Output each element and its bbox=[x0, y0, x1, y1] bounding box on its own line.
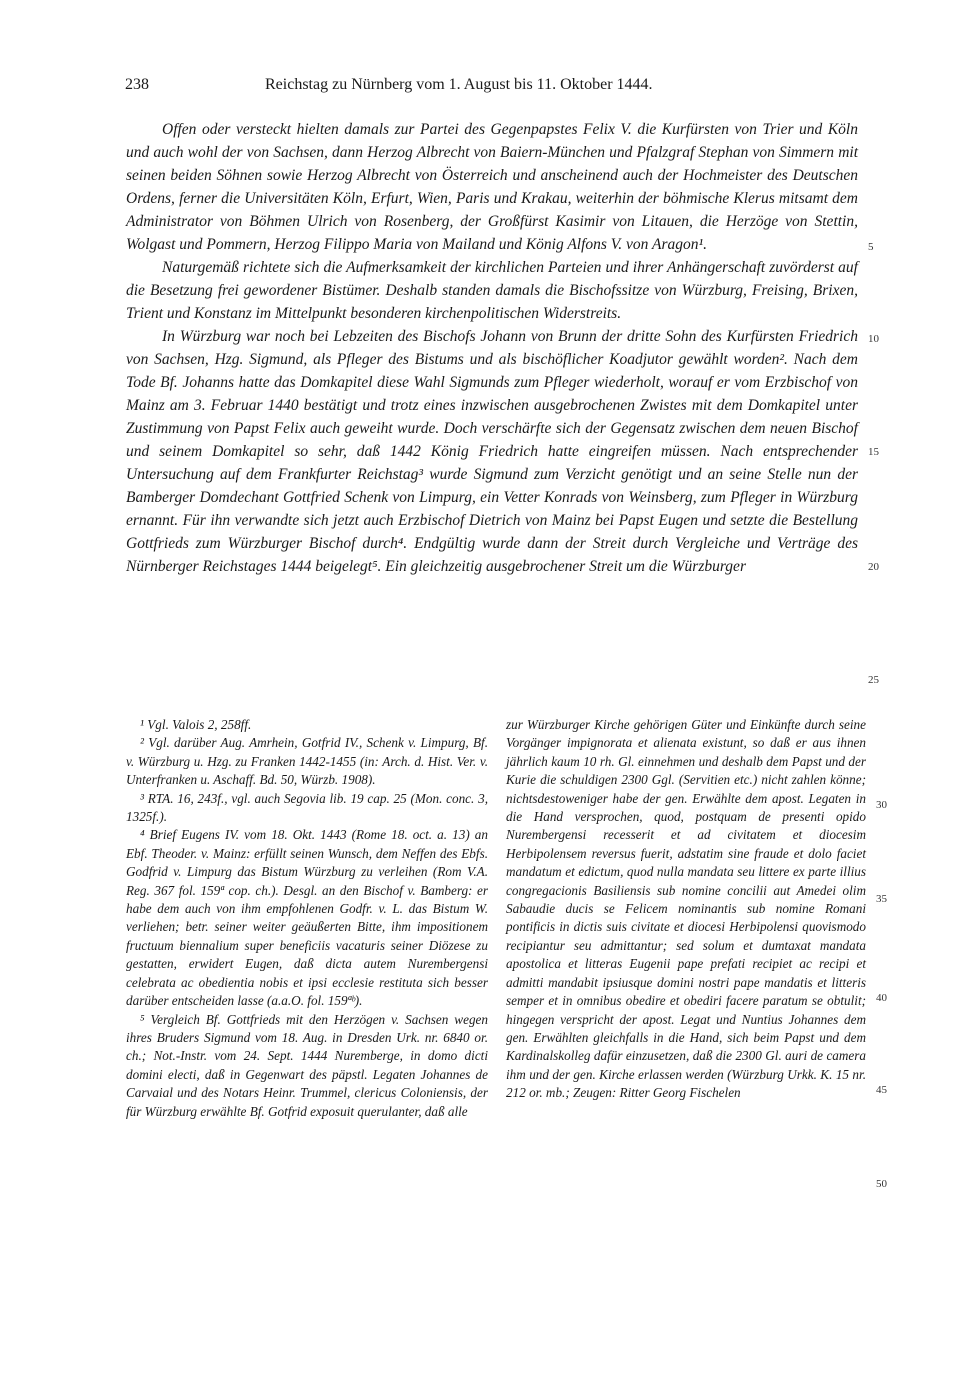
line-number: 5 bbox=[868, 241, 874, 253]
footnote-5: ⁵ Vergleich Bf. Gottfrieds mit den Herzögen v. Sachsen wegen ihres Bruders Sigmund vom 18. Aug. in Dresden Urk. nr. 6840 or. ch.; Not.-Instr. vom 24. Sept. 1444 Nuremberge, in domo dicti domini electi, daß in Gegenwart des päpstl. Legaten Johannes de Carvaial und des Notars Heinr. Trummel, clericus Coloniensis, der für Würzburg erwählte Bf. Gotfrid exposuit querulanter, daß alle bbox=[126, 1011, 488, 1119]
footnote-4: ⁴ Brief Eugens IV. vom 18. Okt. 1443 (Rome 18. oct. a. 13) an Ebf. Theoder. v. Mainz: erfüllt seinen Wunsch, dem Neffen des Ebfs. Godfrid v. Limpurg das Bistum Würzburg zu verleihen (Rom V.A. Reg. 367 fol. 159ª cop. ch.). Desgl. an den Bischof v. Bamberg: er habe dem auch von ihm empfohlenen Godfr. v. L. das Bistum W. verliehen; betr. seiner weiter geäußerten Bitte, ihm impositionem fructuum biennalium super beneficiis vacaturis seiner Diözese zu gestatten, erwidert Eugen, daß dicta autem Nurembergensi celebrata ac obedientia nobis et ipsi ecclesie restituta sich besser darüber entscheiden lasse (a.a.O. fol. 159ªᵇ). bbox=[126, 827, 488, 1009]
line-number: 20 bbox=[868, 561, 879, 573]
main-text bbox=[126, 118, 858, 578]
line-number: 10 bbox=[868, 333, 879, 345]
paragraph-2: Naturgemäß richtete sich die Aufmerksamkeit der kirchlichen Parteien und ihrer Anhängerschaft zuvörderst auf die Besetzung frei gewordener Bistümer. Deshalb standen damals die Bischofssitze von Würzburg, Freising, Brixen, Trient und Konstanz im Mittelpunkt besonderen kirchenpolitischen Widerstreits. bbox=[126, 259, 858, 322]
footnote-line-number: 35 bbox=[876, 893, 887, 905]
line-number: 15 bbox=[868, 446, 879, 458]
footnote-line-number: 45 bbox=[876, 1084, 887, 1096]
footnotes-right-column bbox=[506, 716, 866, 1103]
footnote-5-continued: zur Würzburger Kirche gehörigen Güter und Einkünfte durch seine Vorgänger impignorata et alienata existunt, so daß er aus ihnen jährlich kaum 10 rh. Gl. einnehmen und deshalb dem Papst und der Kurie die schuldigen 2300 Ggl. (Servitien etc.) nicht zahlen könne; nichtsdestoweniger habe der gen. Erwählte dem apost. Legaten in die Hand versprochen, quod, postquam de presenti opido Nurembergensi recesserit et ad civitatem et diocesim Herbipolensem reversus fuerit, adstatim sine fraude et dolo faciet mandatum et edictum, quod nulla mandata seu littere ex parte illius congregacionis Basiliensis sub nomine concilii aut Amedei olim Sabaudie ducis se Felicem nominantis sub nomine Romani pontificis in dictis suis civitate et diocesi Herbipolensi quovismodo recipiantur seu admittantur; sed solum et dumtaxat mandata apostolica et litteras Eugenii pape prefati recipiet ac recipi et admitti mandabit ipsiusque domini nostri pape mandatis et litteris semper et in omnibus obedire et obediri facere paratum se obtulit; hingegen verspricht der apost. Legat und Nuntius Johannes dem gen. Erwählten gleichfalls in die Hand, sich beim Papst und dem Kardinalskolleg dafür einzusetzen, daß die 2300 Gl. auri de camera ihm und der gen. Kirche erlassen werden (Würzburg Urkk. K. 15 nr. 212 or. mb.; Zeugen: Ritter Georg Fischelen bbox=[506, 717, 866, 1101]
line-number: 25 bbox=[868, 674, 879, 686]
paragraph-1: Offen oder versteckt hielten damals zur Partei des Gegenpapstes Felix V. die Kurfürsten von Trier und Köln und auch wohl der von Sachsen, dann Herzog Albrecht von Baiern-München und Pfalzgraf Stephan von Simmern mit seinen beiden Söhnen sowie Herzog Albrecht von Österreich und anscheinend auch der Hochmeister des Deutschen Ordens, ferner die Universitäten Köln, Erfurt, Wien, Paris und Krakau, weiterhin der böhmische Klerus mitsamt dem Administrator von Böhmen Ulrich von Rosenberg, der Großfürst Kasimir von Litauen, die Herzöge von Stettin, Wolgast und Pommern, Herzog Filippo Maria von Mailand und König Alfons V. von Aragon¹. bbox=[126, 121, 858, 253]
footnote-line-number: 50 bbox=[876, 1178, 887, 1190]
footnotes bbox=[126, 716, 866, 1276]
footnote-line-number: 30 bbox=[876, 799, 887, 811]
footnotes-left-column bbox=[126, 716, 488, 1121]
footnote-line-number: 40 bbox=[876, 992, 887, 1004]
footnote-2: ² Vgl. darüber Aug. Amrhein, Gotfrid IV., Schenk v. Limpurg, Bf. v. Würzburg u. Hzg. zu Franken 1442-1455 (in: Arch. d. Hist. Ver. v. Unterfranken u. Aschaff. Bd. 50, Würzb. 1908). bbox=[126, 735, 488, 788]
page-header bbox=[125, 76, 860, 98]
footnote-3: ³ RTA. 16, 243f., vgl. auch Segovia lib. 19 cap. 25 (Mon. conc. 3, 1325f.). bbox=[126, 790, 488, 825]
paragraph-3: In Würzburg war noch bei Lebzeiten des Bischofs Johann von Brunn der dritte Sohn des Kurfürsten Friedrich von Sachsen, Hzg. Sigmund, als Pfleger des Bistums und als bischöflicher Koadjutor gewählt worden². Nach dem Tode Bf. Johanns hatte das Domkapitel diese Wahl Sigmunds zum Pfleger wiederholt, worauf er vom Erzbischof von Mainz am 3. Februar 1440 bestätigt und trotz eines inzwischen ausgebrochenen Zwistes mit dem Domkapitel unter Zustimmung von Papst Felix auch geweiht wurde. Doch verschärfte sich der Gegensatz zwischen dem neuen Bischof und seinem Domkapitel so sehr, daß 1442 König Friedrich hatte eingreifen müssen. Nach entsprechender Untersuchung auf dem Frankfurter Reichstag³ wurde Sigmund zum Verzicht genötigt und an seine Stelle nun der Bamberger Domdechant Gottfried Schenk von Limpurg, ein Vetter Konrads von Weinsberg, zum Pfleger in Würzburg ernannt. Für ihn verwandte sich jetzt auch Erzbischof Dietrich von Mainz bei Papst Eugen und setzte die Bestellung Gottfrieds zum Würzburger Bischof durch⁴. Endgültig wurde dann der Streit durch Vergleiche und Verträge des Nürnberger Reichstages 1444 beigelegt⁵. Ein gleichzeitig ausgebrochener Streit um die Würzburger bbox=[126, 328, 858, 575]
footnote-1: ¹ Vgl. Valois 2, 258ff. bbox=[140, 717, 252, 732]
page-number: 238 bbox=[125, 76, 149, 93]
running-title: Reichstag zu Nürnberg vom 1. August bis 11. Oktober 1444. bbox=[265, 76, 653, 93]
